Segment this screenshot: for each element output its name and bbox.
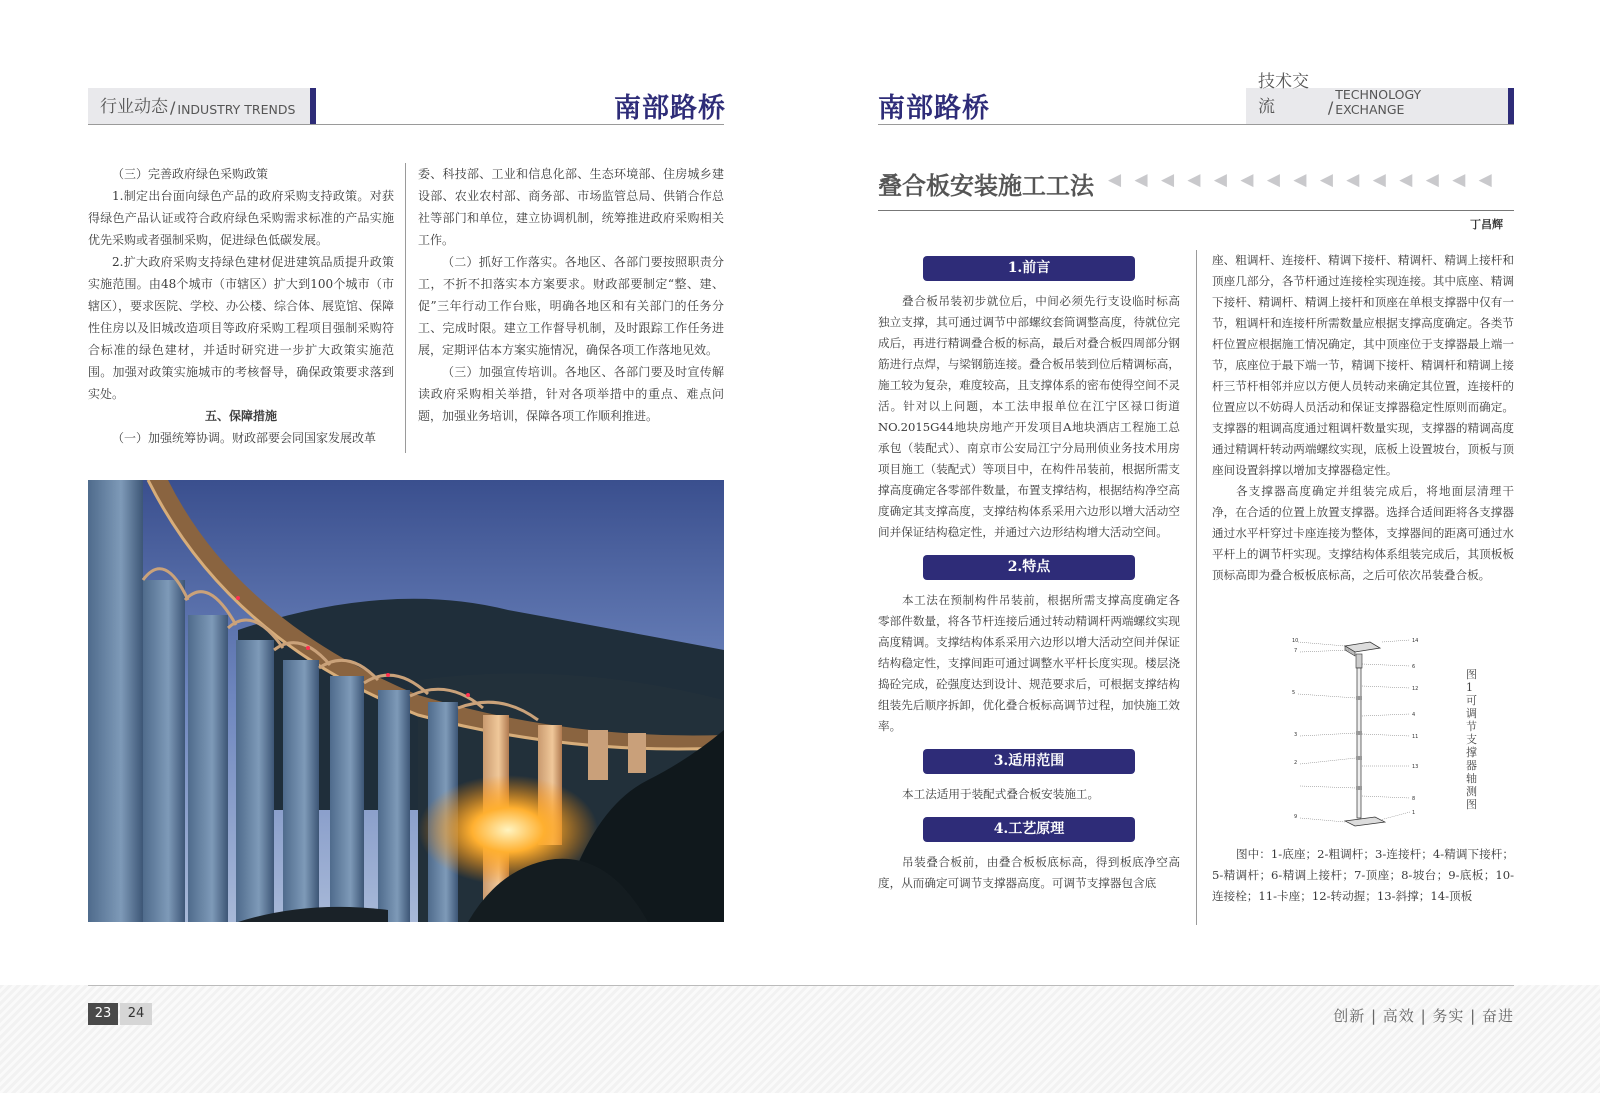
fig-label: 4 xyxy=(1412,712,1416,718)
fig-label: 5 xyxy=(1292,690,1296,696)
section-label-en: TECHNOLOGY EXCHANGE xyxy=(1335,87,1422,117)
fig-label: 13 xyxy=(1412,764,1419,770)
subheading: 五、保障措施 xyxy=(204,409,277,423)
column-divider xyxy=(1196,250,1197,925)
title-rule xyxy=(878,210,1514,211)
page-number-left: 23 xyxy=(88,1003,118,1025)
right-column-2 xyxy=(1212,250,1514,586)
right-column-1 xyxy=(878,248,1180,894)
paragraph: （三）加强宣传培训。各地区、各部门要及时宣传解读政府采购相关举措，针对各项举措中的重点、难点问题，加强业务培训，保障各项工作顺利推进。 xyxy=(418,365,724,423)
paragraph: 2.扩大政府采购支持绿色建材促进建筑品质提升政策实施范围。由48个城市（市辖区）扩大到100个城市（市辖区），要求医院、学校、办公楼、综合体、展览馆、保障性住房以及旧城改造项目等政府采购工程项目强制采购符合标准的绿色建材，并适时研究进一步扩大政策实施范围。加强对政策实施城市的考核督导，确保政策要求落到实处。 xyxy=(88,255,395,401)
section-label-sep: / xyxy=(1327,98,1334,117)
section-heading-1: 1.前言 xyxy=(923,256,1135,281)
author: 丁昌辉 xyxy=(1470,218,1503,231)
paragraph: 吊装叠合板前，由叠合板板底标高，得到板底净空高度，从而确定可调节支撑器高度。可调节支撑器包含底 xyxy=(878,855,1180,890)
paragraph: 1.制定出台面向绿色产品的政府采购支持政策。对获得绿色产品认证或符合政府绿色采购需求标准的产品实施优先采购或者强制采购，促进绿色低碳发展。 xyxy=(88,189,394,247)
left-magazine-logo: 南部路桥 xyxy=(614,93,726,124)
paragraph: 各支撑器高度确定并组装完成后，将地面层清理干净，在合适的位置上放置支撑器。选择合适间距将各支撑器通过水平杆穿过卡座连接为整体，支撑器间的距离可通过水平杆上的调节杆实现。支撑结构体系组装完成后，其顶板板顶标高即为叠合板板底标高，之后可依次吊装叠合板。 xyxy=(1212,484,1514,582)
right-header-rule xyxy=(878,124,1514,125)
section-heading-3: 3.适用范围 xyxy=(923,749,1135,774)
paragraph: （二）抓好工作落实。各地区、各部门要按照职责分工，不折不扣落实本方案要求。财政部要制定“整、建、促”三年行动工作台账，明确各地区和有关部门的任务分工、完成时限。建立工作督导机制，及时跟踪工作任务进展，定期评估本方案实施情况，确保各项工作落地见效。 xyxy=(418,255,724,357)
footer-slogan: 创新 | 高效 | 务实 | 奋进 xyxy=(1333,1007,1514,1025)
left-column-2 xyxy=(418,163,724,427)
figure-caption: 图1 可调节支撑器轴测图 xyxy=(1466,668,1477,811)
title-arrow-decoration: ◀ ◀ ◀ ◀ ◀ ◀ ◀ ◀ ◀ ◀ ◀ ◀ ◀ ◀ ◀ xyxy=(1108,170,1496,190)
left-section-tab xyxy=(88,88,316,124)
page-number-right: 24 xyxy=(120,1003,152,1025)
bridge-photo xyxy=(88,480,724,922)
fig-label: 7 xyxy=(1294,648,1298,654)
section-label-cn: 行业动态 xyxy=(100,97,168,117)
figure-legend xyxy=(1212,844,1514,907)
fig-label: 3 xyxy=(1294,732,1298,738)
fig-label: 8 xyxy=(1412,796,1416,802)
article-title: 叠合板安装施工工法 xyxy=(878,172,1094,200)
right-magazine-logo: 南部路桥 xyxy=(878,93,990,124)
fig-label: 9 xyxy=(1294,814,1298,820)
section-heading-4: 4.工艺原理 xyxy=(923,817,1135,842)
footer-rule xyxy=(88,985,1514,986)
right-section-tab xyxy=(1246,72,1514,124)
left-header-rule xyxy=(88,124,724,125)
fig-label: 12 xyxy=(1412,686,1419,692)
section-heading-2: 2.特点 xyxy=(923,555,1135,580)
section-label-cn: 技术交流 xyxy=(1258,72,1309,117)
paragraph: 委、科技部、工业和信息化部、生态环境部、住房城乡建设部、农业农村部、商务部、市场监管总局、供销合作总社等部门和单位，建立协调机制，统筹推进政府采购相关工作。 xyxy=(418,167,724,247)
section-label-en: INDUSTRY TRENDS xyxy=(177,102,296,117)
paragraph: 本工法在预制构件吊装前，根据所需支撑高度确定各零部件数量，将各节杆连接后通过转动精调杆两端螺纹实现高度精调。支撑结构体系采用六边形以增大活动空间并保证结构稳定性，支撑间距可通过调整水平杆长度实现。楼层浇捣砼完成，砼强度达到设计、规范要求后，可根据支撑结构组装先后顺序拆卸，优化叠合板标高调节过程，加快施工效率。 xyxy=(878,593,1180,733)
paragraph: （一）加强统筹协调。财政部要会同国家发展改革 xyxy=(112,431,377,445)
fig-label: 14 xyxy=(1412,638,1419,644)
column-divider xyxy=(405,163,406,453)
paragraph: 叠合板吊装初步就位后，中间必须先行支设临时标高独立支撑，其可通过调节中部螺纹套筒调整高度，待就位完成后，再进行精调叠合板的标高，最后对叠合板四周部分钢筋进行点焊，与梁钢筋连接。叠合板吊装到位后精调标高，施工较为复杂，难度较高，且支撑体系的密布使得空间不灵活。针对以上问题，本工法申报单位在江宁区禄口街道NO.2015G44地块房地产开发项目A地块酒店工程施工总承包（装配式）、南京市公安局江宁分局刑侦业务技术用房项目施工（装配式）等项目中，在构件吊装前，根据所需支撑高度确定各零部件数量，布置支撑结构，根据结构净空高度确定其支撑高度，支撑结构体系采用六边形以增大活动空间并保证结构稳定性，并通过六边形结构增大活动空间。 xyxy=(878,294,1180,539)
fig-label: 2 xyxy=(1294,760,1298,766)
section-label-sep: / xyxy=(170,98,176,117)
left-column-1 xyxy=(88,163,394,449)
fig-label: 6 xyxy=(1412,664,1416,670)
legend-text: 图中：1-底座；2-粗调杆；3-连接杆；4-精调下接杆；5-精调杆；6-精调上接杆；7-顶座；8-坡台；9-底板；10-连接栓；11-卡座；12-转动握；13-斜撑；14-顶板 xyxy=(1212,847,1514,903)
fig-label: 11 xyxy=(1412,734,1419,740)
footer-band xyxy=(0,985,1600,1093)
paragraph: 本工法适用于装配式叠合板安装施工。 xyxy=(902,787,1100,801)
paragraph: 座、粗调杆、连接杆、精调下接杆、精调杆、精调上接杆和顶座几部分，各节杆通过连接栓实现连接。其中底座、精调下接杆、精调杆、精调上接杆和顶座在单根支撑器中仅有一节，粗调杆和连接杆所需数量应根据支撑高度确定。各类节杆位置应根据施工情况确定，其中顶座位于支撑器最上端一节，底座位于最下端一节，精调下接杆、精调杆和精调上接杆三节杆相邻并应以方便人员转动来确定其位置，连接杆的位置应以不妨碍人员活动和保证支撑器稳定性原则而确定。支撑器的粗调高度通过粗调杆数量实现，支撑器的精调高度通过精调杆转动两端螺纹实现，底板上设置坡台，顶板与顶座间设置斜撑以增加支撑器稳定性。 xyxy=(1212,253,1514,477)
support-diagram xyxy=(1290,636,1440,836)
paragraph: （三）完善政府绿色采购政策 xyxy=(112,167,269,181)
fig-label: 1 xyxy=(1412,810,1416,816)
fig-label: 10 xyxy=(1292,638,1299,644)
